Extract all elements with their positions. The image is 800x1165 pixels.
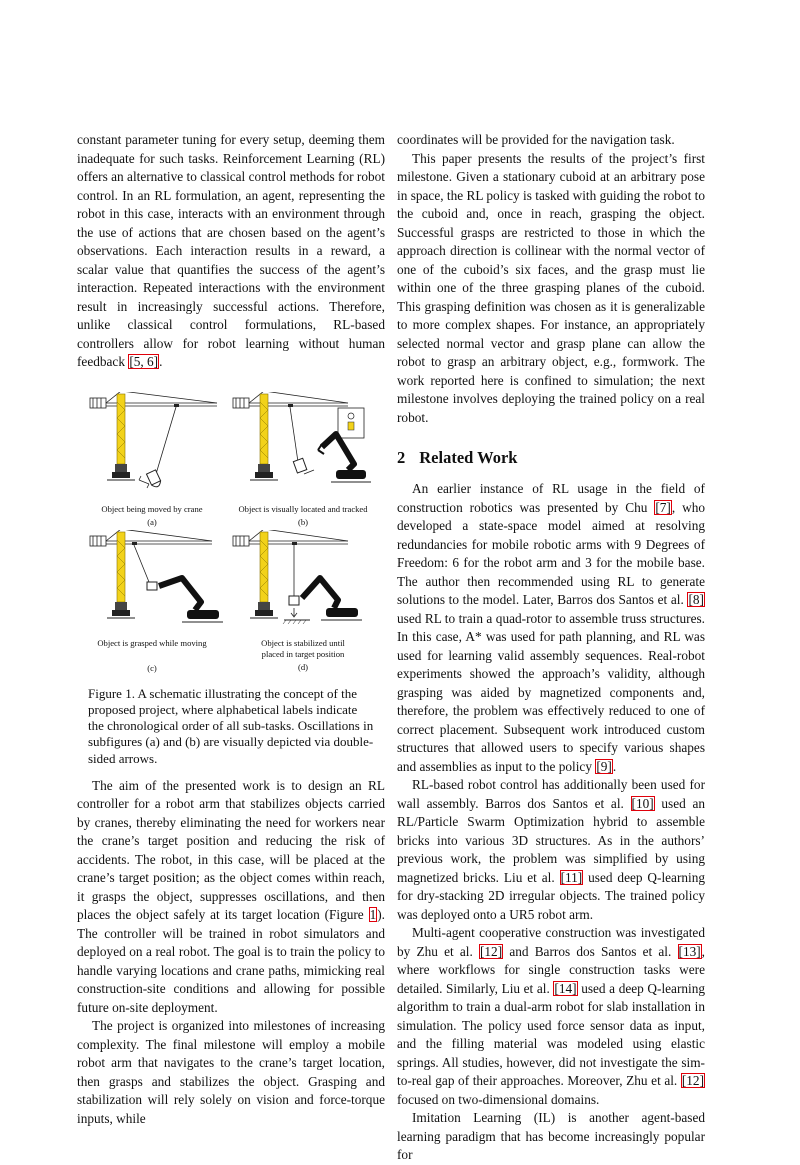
paragraph-related-work-1: An earlier instance of RL usage in the field of construction robotics was presented by Chu [7], who developed a state-space model aimed at resolving redundancies for mobile robotic arms with 9 Degrees of Freedom: 6 for the robot arm and 3 for the mobile base. The author then recommended using RL to generate solutions to the model. Later, Barros dos Santos et al. [8] used RL to train a quad-rotor to assemble truss structures. In this case, A* was used for path planning, and RL was used for learning valid assembly sequences. Real-robot experiments showed the approach’s validity, although grasping was aided by magnetized components and, therefore, the problem was effectively reduced to one of correct placement. Subsequent work introduced custom structures that allowed users to specify various shapes and assemblies as input to the policy [9].	[397, 481, 706, 774]
figure-1-reference[interactable]: 1	[369, 907, 377, 922]
section-title: Related Work	[419, 448, 518, 467]
right-column	[397, 131, 705, 1165]
citation-5-6[interactable]: [5, 6]	[129, 354, 159, 369]
figure-1	[77, 392, 385, 767]
paragraph-related-work-4: Imitation Learning (IL) is another agent-based learning paradigm that has become increasingly popular for	[397, 1110, 705, 1162]
panel-d-caption: Object is stabilized until placed in target position	[261, 637, 345, 659]
panel-d	[228, 530, 378, 673]
panel-a	[77, 392, 227, 528]
panel-c-label: (c)	[147, 662, 157, 673]
paragraph-organized: The project is organized into milestones of increasing complexity. The final milestone will employ a mobile robot arm that navigates to the crane’s target location, then grasps and stabilizes the object. Grasping and stabilization will rely solely on vision and force-torque inputs, while	[77, 1018, 385, 1126]
citation-11[interactable]: [11]	[560, 869, 583, 885]
panel-a-label: (a)	[147, 516, 157, 527]
citation-13[interactable]: [13]	[678, 943, 701, 959]
panel-d-illustration	[228, 530, 378, 640]
paragraph-related-work-2: RL-based robot control has additionally been used for wall assembly. Barros dos Santos et al. [10] used an RL/Particle Swarm Optimization hybrid to assemble bricks into various 3D structures. As in the authors’ previous work, the problem was simplified by using magnetized bricks. Liu et al. [11] used deep Q-learning for dry-stacking 2D irregular objects. The trained policy was deployed onto a UR5 robot arm.	[397, 777, 706, 922]
panel-c-illustration	[77, 530, 227, 640]
panel-d-label: (d)	[297, 661, 309, 672]
citation-9[interactable]: [9]	[596, 758, 612, 774]
paragraph-aim: The aim of the presented work is to design an RL controller for a robot arm that stabilizes objects carried by cranes, thereby eliminating the need for workers near the crane’s target position and reducing the risk of accidents. The robot, in this case, will be placed at the crane’s target position; as the object comes within reach, it grasps the object, suppresses oscillations, and then places the object safely at its target location (Figure 1). The controller will be trained in robot simulators and deployed on a real robot. The goal is to train the policy to handle varying locations and crane paths, mimicking real construction-site conditions and allowing for possible future on-site deployment.	[77, 777, 385, 1015]
citation-14[interactable]: [14]	[554, 980, 577, 996]
citation-8[interactable]: [8]	[688, 592, 704, 607]
panel-b-illustration	[228, 392, 378, 502]
panel-c-caption: Object is grasped while moving	[97, 637, 207, 648]
figure-1-caption: Figure 1. A schematic illustrating the concept of the proposed project, where alphabetical labels indicate the chronological order of all sub-tasks. Oscillations in subfigures (a) and (b) are visually depicted via double-sided arrows.	[88, 685, 374, 766]
paragraph-related-work-3: Multi-agent cooperative construction was investigated by Zhu et al. [12] and Barros dos Santos et al. [13], where workflows for single construction tasks were detailed. Similarly, Liu et al. [14] used a deep Q-learning algorithm to train a dual-arm robot for slab installation in simulation. The policy used force sensor data as input, and the filling material was modeled using elastic springs. All studies, however, did not investigate the sim-to-real gap of their approaches. Moreover, Zhu et al. [12] focused on two-dimensional domains.	[397, 925, 706, 1107]
citation-12-second[interactable]: [12]	[681, 1073, 705, 1088]
section-heading-related-work	[397, 448, 705, 468]
panel-a-illustration	[77, 392, 227, 502]
paragraph-milestone: This paper presents the results of the project’s first milestone. Given a stationary cuboid at an arbitrary pose in space, the RL policy is tasked with guiding the robot to the cuboid and, once in reach, grasping the object. Successful grasps are restricted to those in which the approach direction is collinear with the normal vector of one of the cuboid’s six faces, and the grasp must lie within one of the three grasping planes of the cuboid. This grasping definition was chosen as it is generalizable to more complex shapes. For instance, an appropriately selected normal vector and grasp plane can allow the robot to grasp an arbitrary object, e.g., formwork. The work reported here is confined to simulation; the next milestone involves deploying the trained policy on a real robot.	[397, 150, 705, 425]
citation-7[interactable]: [7]	[655, 499, 671, 515]
panel-b-caption: Object is visually located and tracked	[238, 503, 368, 514]
left-column	[77, 131, 385, 1128]
panel-c	[77, 530, 227, 674]
citation-10[interactable]: [10]	[631, 795, 654, 811]
paragraph-coords: coordinates will be provided for the navigation task.	[397, 132, 675, 147]
panel-a-caption: Object being moved by crane	[101, 503, 203, 514]
paragraph-intro-end: constant parameter tuning for every setup, deeming them inadequate for such tasks. Reinforcement Learning (RL) offers an alternative to classical control methods for robot control. In an RL formulation, an agent, representing the robot in this case, interacts with an environment through the use of actions that are chosen based on the agent’s observations. Each interaction results in a reward, a scalar value that quantifies the success of the agent’s interaction. Repeated interactions with the environment result in increasingly successful actions. Therefore, unlike classical control formulations, RL-based controllers allow for robot learning without human feedback [5, 6].	[77, 132, 385, 369]
section-number: 2	[397, 448, 406, 467]
citation-12[interactable]: [12]	[479, 943, 503, 959]
panel-b-label: (b)	[297, 516, 309, 527]
panel-b	[228, 392, 378, 528]
